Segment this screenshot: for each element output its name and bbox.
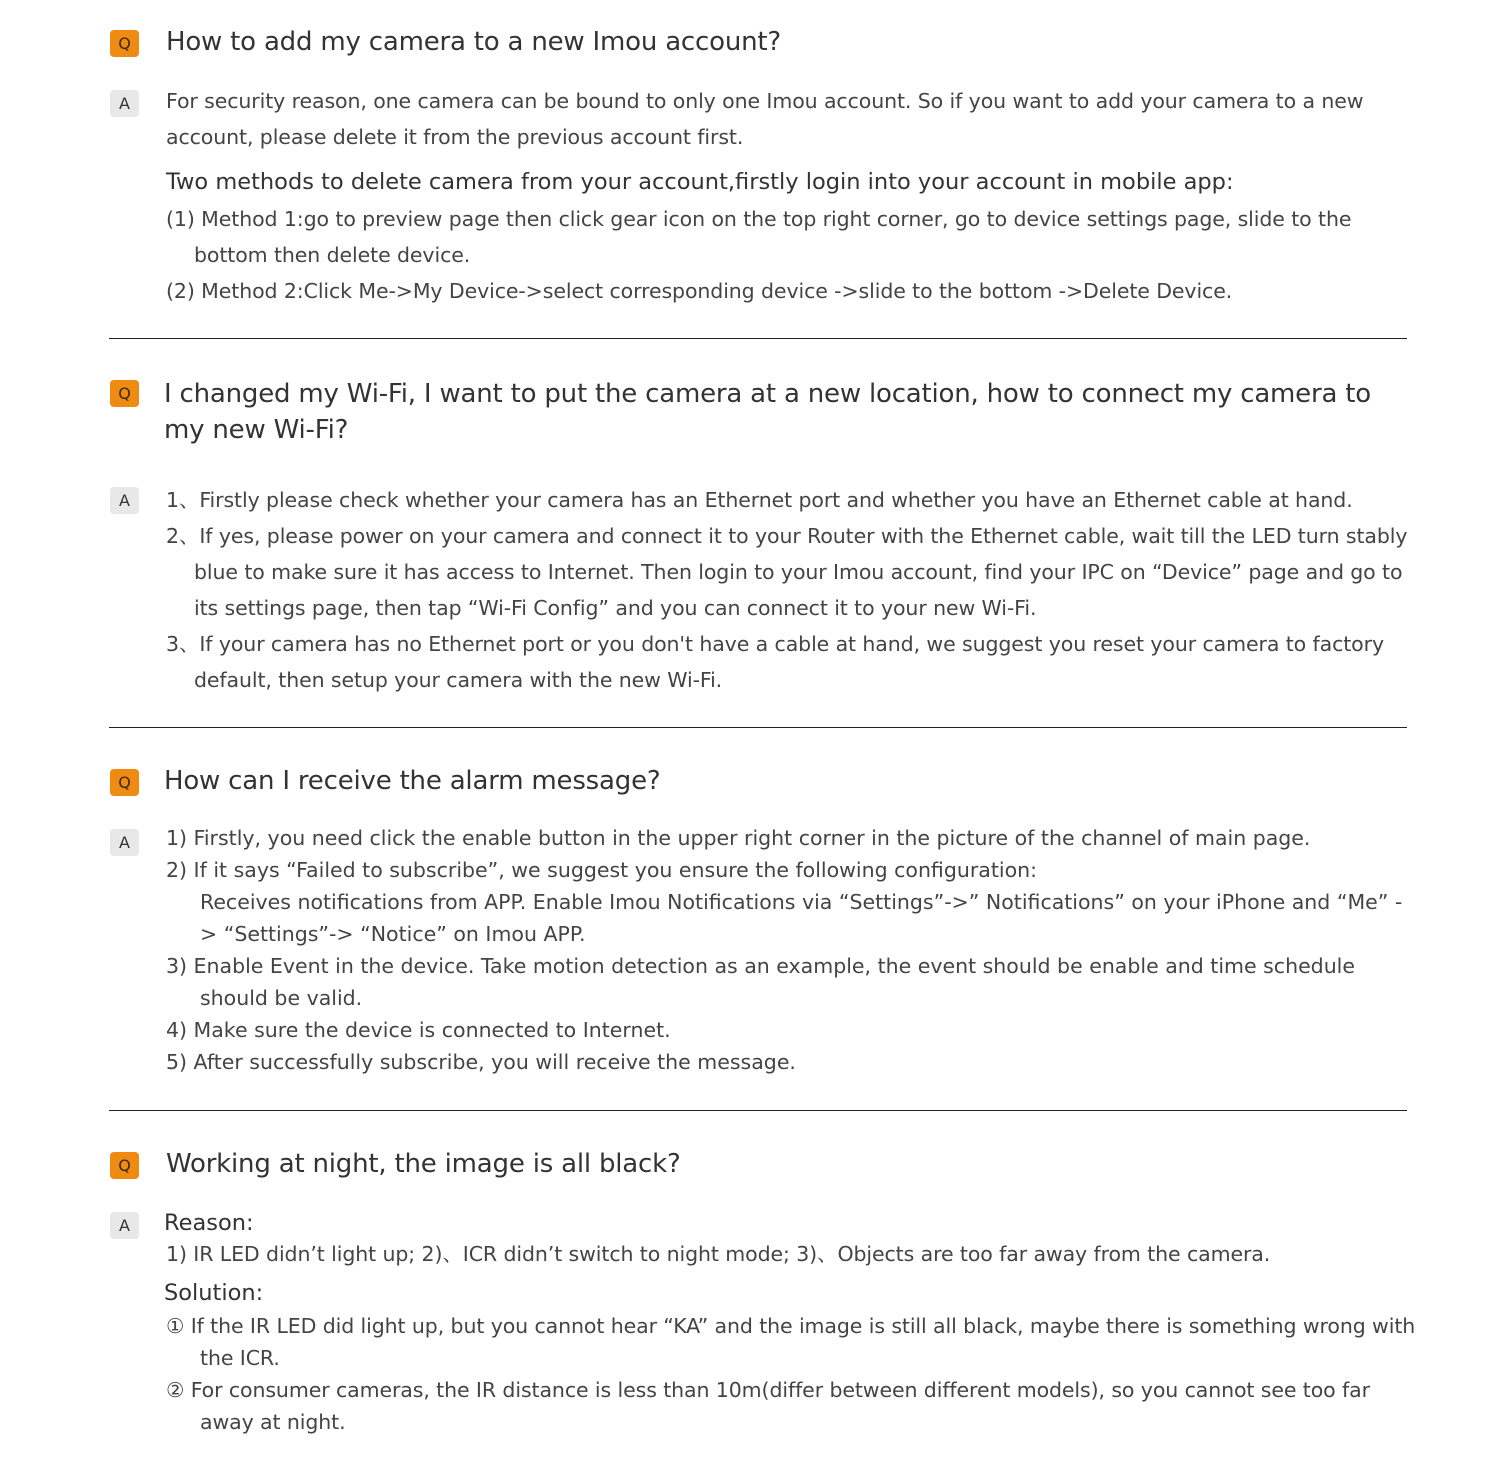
question-badge: Q [110,380,139,407]
section-divider [109,338,1407,339]
answer-list [166,822,1416,1078]
question-title: How can I receive the alarm message? [164,766,661,796]
question-badge: Q [110,1152,139,1179]
section-divider [109,727,1407,728]
section-divider [109,1110,1407,1111]
answer-step: (1) Method 1:go to preview page then click gear icon on the top right corner, go to device settings page, slide to the bottom then delete device. [166,207,1352,267]
solution-item: ① If the IR LED did light up, but you cannot hear “KA” and the image is still all black, maybe there is something wrong with the ICR. [166,1314,1416,1370]
answer-subheading: Two methods to delete camera from your account,firstly login into your account in mobile app: [166,169,1234,195]
answer-badge: A [110,829,139,856]
solution-label: Solution: [164,1280,264,1306]
answer-step: 2、If yes, please power on your camera and connect it to your Router with the Ethernet cable, wait till the LED turn stably blue to make sure it has access to Internet. Then login to your Imou account, find your IPC on “Device” page and go to its settings page, then tap “Wi-Fi Config” and you can connect it to your new Wi-Fi. [166,524,1408,620]
answer-step: 1) Firstly, you need click the enable button in the upper right corner in the picture of the channel of main page. [166,826,1311,850]
answer-step: 3、If your camera has no Ethernet port or you don't have a cable at hand, we suggest you reset your camera to factory default, then setup your camera with the new Wi-Fi. [166,632,1384,692]
answer-step: (2) Method 2:Click Me->My Device->select corresponding device ->slide to the bottom ->Delete Device. [166,279,1233,303]
reason-label: Reason: [164,1210,254,1236]
question-title: I changed my Wi-Fi, I want to put the camera at a new location, how to connect my camera to my new Wi-Fi? [164,379,1371,445]
question-badge: Q [110,769,139,796]
answer-step: 1、Firstly please check whether your camera has an Ethernet port and whether you have an Ethernet cable at hand. [166,488,1353,512]
question-title: How to add my camera to a new Imou account? [166,27,781,57]
question-badge: Q [110,30,139,57]
answer-badge: A [110,1212,139,1239]
solution-item: ② For consumer cameras, the IR distance is less than 10m(differ between different models), so you cannot see too far away at night. [166,1378,1370,1434]
answer-step-detail: Receives notifications from APP. Enable Imou Notifications via “Settings”->” Notifications” on your iPhone and “Me” -> “Settings”-> “Notice” on Imou APP. [200,890,1403,946]
answer-step: 4) Make sure the device is connected to Internet. [166,1018,671,1042]
answer-step: 2) If it says “Failed to subscribe”, we suggest you ensure the following configuration: [166,858,1038,882]
answer-badge: A [110,487,139,514]
answer-step: 3) Enable Event in the device. Take motion detection as an example, the event should be enable and time schedule should be valid. [166,954,1355,1010]
answer-intro: For security reason, one camera can be bound to only one Imou account. So if you want to add your camera to a new account, please delete it from the previous account first. [166,89,1364,149]
reason-list: 1) IR LED didn’t light up; 2)、ICR didn’t switch to night mode; 3)、Objects are too far away from the camera. [166,1242,1271,1266]
answer-step: 5) After successfully subscribe, you will receive the message. [166,1050,796,1074]
question-title: Working at night, the image is all black? [166,1149,681,1179]
answer-badge: A [110,90,139,117]
